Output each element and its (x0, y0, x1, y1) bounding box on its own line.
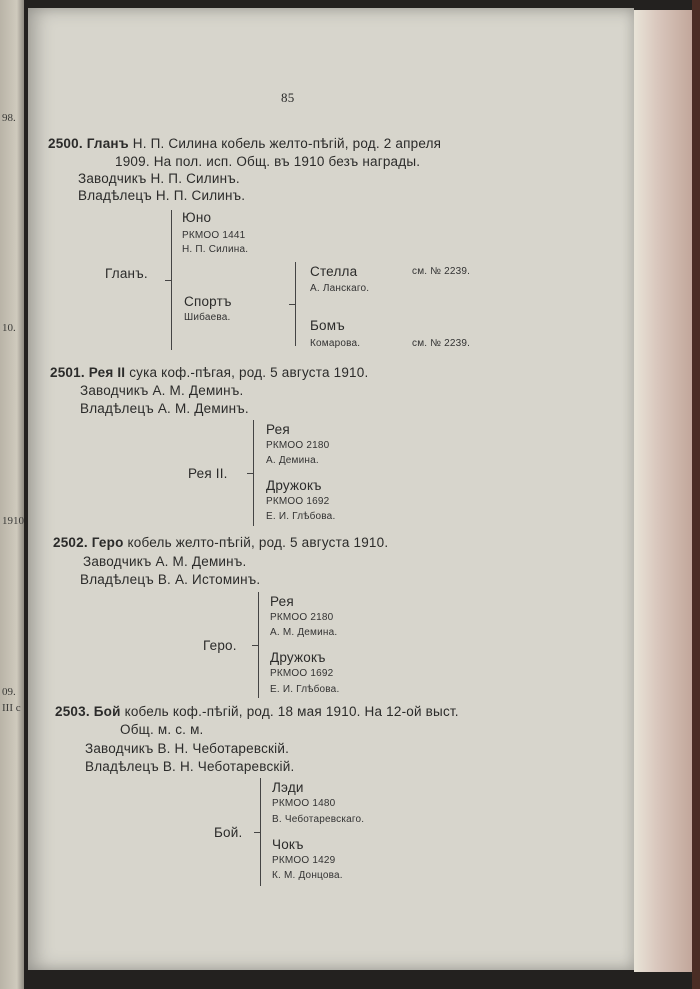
pedigree-brace (171, 210, 172, 350)
sire-reg: РКМОО 1480 (272, 798, 336, 809)
margin-fragment: III c (2, 702, 21, 714)
pedigree-root: Геро. (203, 638, 237, 653)
dam-owner: Е. И. Глѣбова. (266, 511, 336, 522)
grand-owner: Комарова. (310, 338, 361, 349)
owner-line: Владѣлецъ Н. П. Силинъ. (78, 188, 246, 203)
dam-reg: РКМОО 1429 (272, 855, 336, 866)
margin-fragment: 1910 (2, 515, 24, 527)
dam-name: Дружокъ (266, 478, 322, 493)
sire-owner: В. Чеботаревскаго. (272, 814, 365, 825)
dam-name: Дружокъ (270, 650, 326, 665)
sire-name: Рея (266, 422, 290, 437)
dam-reg: РКМОО 1692 (270, 668, 334, 679)
sire-owner: А. Демина. (266, 455, 319, 466)
grand-ref: см. № 2239. (412, 266, 471, 277)
owner-line: Владѣлецъ А. М. Деминъ. (80, 401, 249, 416)
margin-fragment: 09. (2, 686, 16, 698)
dam-owner: Е. И. Глѣбова. (270, 684, 340, 695)
pedigree-root: Рея II. (188, 466, 228, 481)
adjacent-page-edge (0, 0, 24, 989)
dam-name: Чокъ (272, 837, 304, 852)
sire-reg: РКМОО 2180 (270, 612, 334, 623)
owner-line: Владѣлецъ В. А. Истоминъ. (80, 572, 261, 587)
dam-owner: Шибаева. (184, 312, 231, 323)
entry-heading: 2500. Гланъ Н. П. Силина кобель желто-пѣгій, род. 2 апреля (48, 136, 442, 151)
pedigree-brace (258, 592, 259, 698)
book-page (28, 8, 634, 970)
pedigree-brace (253, 420, 254, 526)
page-stack-edge (634, 10, 692, 972)
entry-line: Общ. м. с. м. (120, 722, 204, 737)
breeder-line: Заводчикъ Н. П. Силинъ. (78, 171, 240, 186)
entry-heading: 2503. Бой кобель коф.-пѣгій, род. 18 мая 1910. На 12-ой выст. (55, 704, 459, 719)
page-number: 85 (281, 90, 295, 105)
sire-name: Рея (270, 594, 294, 609)
book-cover-edge (692, 0, 700, 989)
entry-heading: 2501. Рея II сука коф.-пѣгая, род. 5 августа 1910. (50, 365, 369, 380)
pedigree-root: Гланъ. (105, 266, 148, 281)
margin-fragment: 10. (2, 322, 16, 334)
sire-reg: РКМОО 1441 (182, 230, 246, 241)
dam-owner: К. М. Донцова. (272, 870, 343, 881)
breeder-line: Заводчикъ А. М. Деминъ. (83, 554, 247, 569)
breeder-line: Заводчикъ В. Н. Чеботаревскій. (85, 741, 290, 756)
margin-fragment: 98. (2, 112, 16, 124)
sire-owner: А. М. Демина. (270, 627, 338, 638)
entry-line: 1909. На пол. исп. Общ. въ 1910 безъ награды. (115, 154, 421, 169)
sire-name: Лэди (272, 780, 304, 795)
sire-reg: РКМОО 2180 (266, 440, 330, 451)
dam-name: Спортъ (184, 294, 232, 309)
grand-name: Бомъ (310, 318, 345, 333)
dam-reg: РКМОО 1692 (266, 496, 330, 507)
grand-owner: А. Ланскаго. (310, 283, 370, 294)
pedigree-root: Бой. (214, 825, 243, 840)
grand-ref: см. № 2239. (412, 338, 471, 349)
sire-owner: Н. П. Силина. (182, 244, 249, 255)
owner-line: Владѣлецъ В. Н. Чеботаревскій. (85, 759, 295, 774)
breeder-line: Заводчикъ А. М. Деминъ. (80, 383, 244, 398)
grand-brace (295, 262, 296, 346)
sire-name: Юно (182, 210, 212, 225)
grand-name: Стелла (310, 264, 358, 279)
pedigree-brace (260, 778, 261, 886)
entry-heading: 2502. Геро кобель желто-пѣгій, род. 5 августа 1910. (53, 535, 389, 550)
